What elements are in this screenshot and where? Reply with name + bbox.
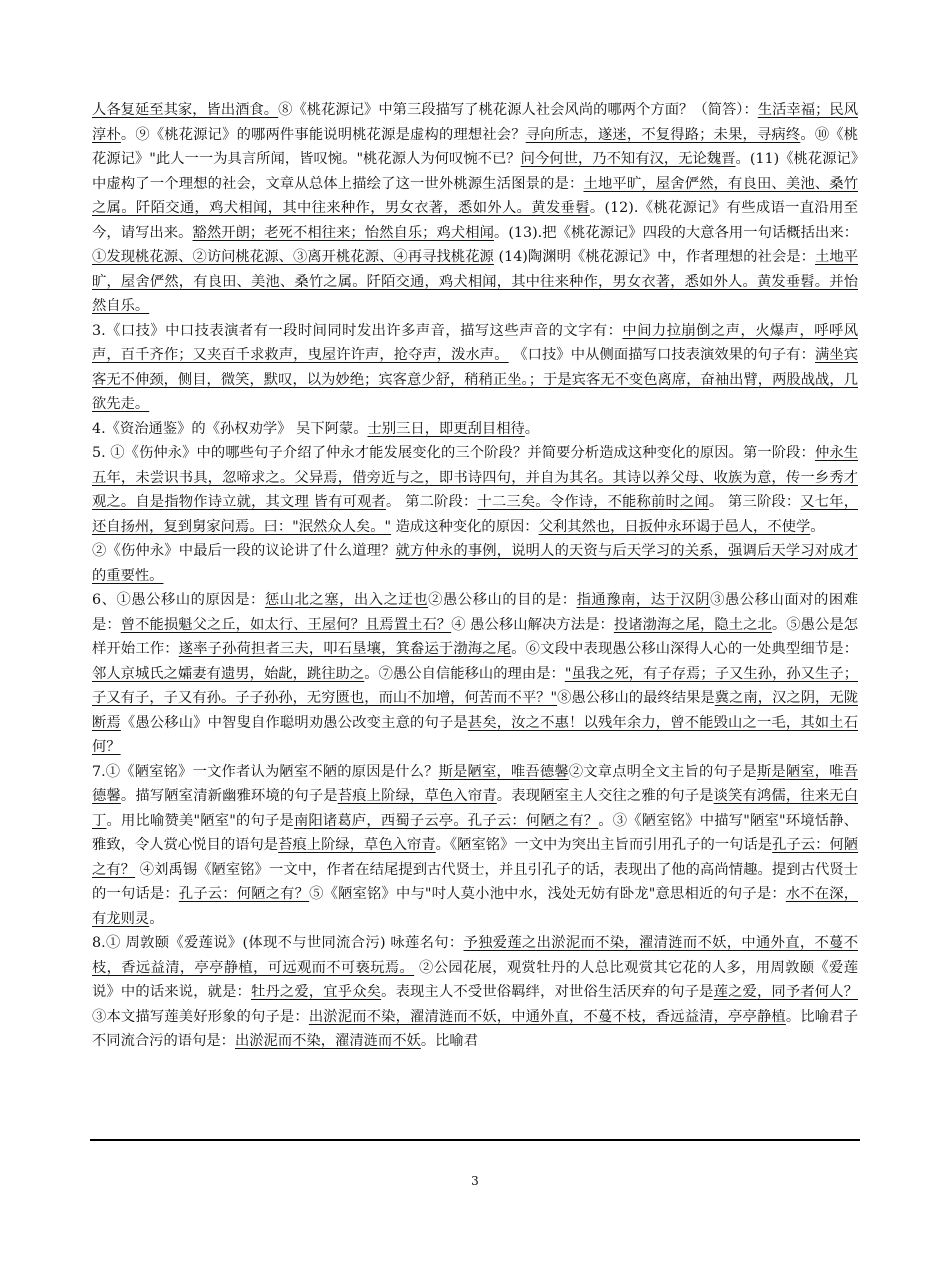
question-text: ③本文描写莲美好形象的句子是： (92, 1008, 309, 1025)
answer-text: 满坐宾客无不伸颈，侧目，微笑，默叹，以为妙绝；宾客意少舒，稍稍正坐。；于是宾客无不变色离席，奋袖出臂，两股战战，几欲先走。 (92, 347, 859, 412)
answer-text: 指通豫南，达于汉阴 (576, 592, 711, 608)
question-text: ⑧《桃花源记》中第三段描写了桃花源人社会风尚的哪两个方面？（简答）： (278, 102, 758, 118)
answer-text: 南阳诸葛庐，西蜀子云亭。孔子云：何陋之有？ (293, 812, 599, 829)
answer-text: 斯是陋室，唯吾德馨 (92, 763, 859, 804)
question-text: 。比喻君 (420, 1033, 479, 1049)
page-number: 3 (471, 1174, 479, 1188)
question-text: (14)陶渊明《桃花源记》中，作者理想的社会是： (493, 249, 816, 265)
answer-text: 问今何世，乃不知有汉，无论魏晋 (520, 151, 736, 167)
question-text: 造成这种变化的原因： (391, 518, 539, 535)
answer-text: 出淤泥而不染，濯清涟而不妖，中通外直，不蔓不枝，香远益清，亭亭静植 (308, 1008, 786, 1025)
paragraph (92, 319, 858, 417)
paragraph (92, 588, 858, 760)
question-text: 。 (810, 518, 825, 535)
question-text: 。 第三阶段： (708, 494, 801, 510)
answer-text: 曾不能损魁父之丘，如太行、王屋何？且焉置土石？ (120, 616, 452, 633)
question-text: ⑧愚公移山的最终结果是 (557, 690, 715, 706)
question-text: 。⑤愚公是怎样开始工作： (92, 616, 859, 657)
question-text: 。《陋室铭》一文中为突出主旨而引用孔子的一句话是 (435, 837, 773, 853)
question-text: 。⑥文段中表现愚公移山深得人心的一处典型细节是： (511, 641, 858, 657)
question-text: ④ 愚公移山解决方法是： (451, 616, 614, 633)
answer-text: 又七年，还自扬州，复到舅家问焉。曰："泯然众人矣。" (92, 494, 859, 535)
question-text: ④刘禹锡《陋室铭》一文中，作者在结尾提到古代贤士，并且引孔子的话，表现出了他的高尚情趣。提到古代贤士的一句话是： (92, 861, 859, 902)
answer-text: 予独爱莲之出淤泥而不染，濯清涟而不妖，中通外直，不蔓不枝，香远益清，亭亭静植，可远观而不可亵玩焉。 (92, 935, 858, 976)
answer-text: 惩山北之塞，出入之迂也 (264, 592, 429, 608)
question-text: 《愚公移山》中智叟自作聪明劝愚公改变主意的句子是 (120, 714, 468, 731)
question-text: ②愚公移山的目的是： (428, 592, 577, 608)
question-text: 。 (524, 420, 540, 437)
question-text: 5. ①《伤仲永》中的哪些句子介绍了仲永才能发展变化的三个阶段？并简要分析造成这种变化的原因。第一阶段： (92, 445, 815, 461)
question-text: 8.① 周敦颐《爱莲说》(体现不与世同流合污) 咏莲名句： (92, 935, 464, 951)
question-text: ②《伤仲永》中最后一段的议论讲了什么道理？ (92, 543, 396, 559)
question-text: ②文章点明全文主旨的句子是 (568, 763, 757, 780)
question-text: 。(13).把《桃花源记》四段的大意各用一句话概括出来： (493, 224, 859, 241)
question-text: 。③《陋室铭》中描写"陋室"环境恬静、雅致，令人赏心悦目的语句是 (92, 812, 859, 853)
answer-text: 苔痕上阶绿，草色入帘青 (337, 788, 497, 804)
answer-text: 孔子云：何陋之有？ (92, 837, 859, 878)
paragraph (92, 441, 858, 539)
question-text: ⑤《陋室铭》中与"吋人莫小池中水，浅处无妨有卧龙"意思相近的句子是： (309, 886, 786, 902)
question-text: ②公园花展，观赏牡丹的人总比观赏其它花的人多，用周敦颐《爱莲说》中的话来说，就是： (92, 959, 858, 1000)
answer-text: 投诸渤海之尾，隐土之北 (613, 616, 772, 633)
question-text: 。描写陋室清新幽雅环境的句子是 (120, 788, 338, 804)
answer-text: 邻人京城氏之孀妻有遗男，始龀，跳往助之 (92, 665, 365, 682)
answer-text: 出淤泥而不染，濯清涟而不妖 (234, 1033, 421, 1049)
answer-text: 谈笑有鸿儒，往来无白丁 (92, 788, 859, 829)
answer-text: 牡丹之爱，宜乎众矣 (251, 984, 382, 1000)
question-text: 4.《资治通鉴》的《孙权劝学》 吴下阿蒙。 (92, 420, 368, 437)
answer-text: 士别三日，即更刮目相待 (367, 420, 525, 437)
answer-text: 土地平旷，屋舍俨然，有良田、美池、桑竹之属。阡陌交通，鸡犬相闻，其中往来种作，男女衣著，悉如外人。黄发垂髫 (92, 175, 858, 216)
answer-text: 豁然开朗；老死不相往来；怡然自乐；鸡犬相闻 (192, 224, 494, 241)
answer-text: 仲永生五年，未尝识书具，忽啼求之。父异焉，借旁近与之，即书诗四句，并自为其名。其诗以养父母、收族为意，传一乡秀才观之。自是指物作诗立就，其文理 皆有可观者 (92, 445, 858, 510)
answer-text: 苔痕上阶绿，草色入帘青 (278, 837, 436, 853)
answer-text: 就方仲永的事例，说明人的天资与后天学习的关系，强调后天学习对成才的重要性。 (92, 543, 859, 584)
question-text: 。(12).《桃花源记》有些成语一直沿用至今，请写出来。 (92, 200, 859, 241)
question-text: 。表现陋室主人交往之雅的句子是 (496, 788, 714, 804)
paragraph (92, 760, 858, 932)
answer-text: 中间力拉崩倒之声，火爆声，呼呼风声，百千齐作；又夹百千求救声，曳屋许许声，抢夺声，泼水声。 (92, 322, 858, 363)
question-text: 7.①《陋室铭》一文作者认为陋室不陋的原因是什么？ (92, 763, 439, 780)
answer-text: "虽我之死，有子存焉；子又生孙，孙又生子；子又有子，子又有孙。子子孙孙，无穷匮也，而山不加增，何苦而不平？" (92, 665, 859, 706)
question-text: 。⑨《桃花源记》的哪两件事能说明桃花源是虚构的理想社会？ (120, 126, 526, 143)
question-text: 《口技》中从侧面描写口技表演效果的句子有： (508, 347, 815, 363)
question-text: 。比喻君子不同流合污的语句是： (92, 1008, 859, 1049)
question-text: 。用比喻赞美"陋室"的句子是 (106, 812, 294, 829)
paragraph (92, 417, 858, 442)
answer-text: 父利其然也，日扳仲永环谒于邑人，不使学 (538, 518, 811, 535)
answer-text: 甚矣，汝之不惠！以残年余力，曾不能毁山之一毛，其如土石何？ (92, 714, 859, 755)
answer-text: 莲之爱，同予者何人？ (713, 984, 859, 1000)
paragraph (92, 98, 858, 319)
answer-text: 寻向所志，遂迷，不复得路；未果，寻病终 (525, 126, 801, 143)
footer-rule (90, 1139, 860, 1141)
question-text: 。(11)《桃花源记》中虚构了一个理想的社会，文章从总体上描绘了这一世外桃源生活图景的是： (92, 151, 859, 192)
paragraph (92, 539, 858, 588)
question-text: 。 第二阶段： (385, 494, 478, 510)
answer-text: 冀之南，汉之阴，无陇断焉 (92, 690, 859, 731)
answer-text: 土地平旷，屋舍俨然，有良田、美池、桑竹之属。阡陌交通，鸡犬相闻，其中往来种作，男女衣著，悉如外人。黄发垂髫。并怡然自乐。 (92, 249, 859, 314)
question-text: 3.《口技》中口技表演者有一段时间同时发出许多声音，描写这些声音的文字有： (92, 322, 623, 339)
question-text: 。 (149, 910, 164, 927)
answer-text: 十二三矣。令作诗，不能称前时之闻 (477, 494, 709, 510)
question-text: 6、①愚公移山的原因是： (92, 592, 265, 608)
answer-text: 水不在深，有龙则灵 (92, 886, 859, 927)
question-text: 。表现主人不受世俗羁绊，对世俗生活厌弃的句子是 (381, 984, 714, 1000)
question-text: ③愚公移山面对的困难是： (92, 592, 859, 633)
answer-text: 人各复延至其家，皆出酒食。 (92, 102, 279, 118)
paragraph (92, 931, 858, 1054)
question-text: 。⑩《桃花源记》"此人一一为具言所闻，皆叹惋。"桃花源人为何叹惋不已？ (92, 126, 859, 167)
document-body (92, 98, 858, 1054)
answer-text: 孔子云：何陋之有？ (178, 886, 310, 902)
answer-text: ①发现桃花源、②访问桃花源、③离开桃花源、④再寻找桃花源 (92, 249, 494, 265)
answer-text: 遂率子孙荷担者三夫，叩石垦壤，箕畚运于渤海之尾 (178, 641, 512, 657)
question-text: 。⑦愚公自信能移山的理由是： (364, 665, 565, 682)
answer-text: 生活幸福；民风淳朴 (92, 102, 859, 143)
answer-text: 斯是陋室，唯吾德馨 (438, 763, 569, 780)
